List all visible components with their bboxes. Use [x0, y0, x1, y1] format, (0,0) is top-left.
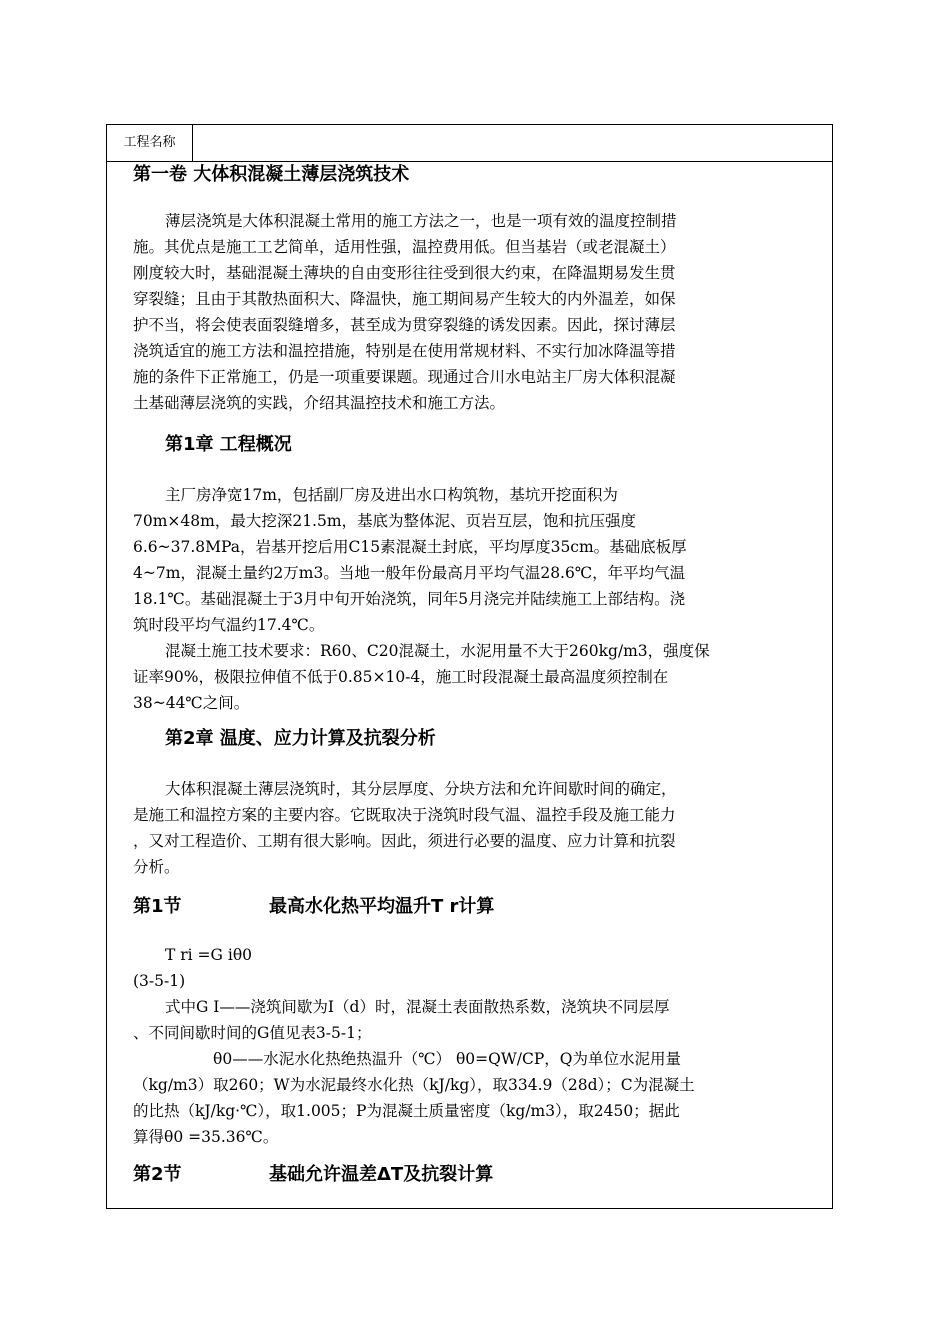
text-line: 大体积混凝土薄层浇筑时，其分层厚度、分块方法和允许间歇时间的确定，: [165, 780, 677, 798]
chapter-2-title: 第2章 温度、应力计算及抗裂分析: [165, 728, 436, 749]
text-line: 算得θ0 =35.36℃。: [133, 1128, 279, 1146]
section-1-body: [133, 942, 809, 1150]
text-line: 18.1℃。基础混凝土于3月中旬开始浇筑，同年5月浇完并陆续施工上部结构。浇: [133, 590, 686, 608]
section-2-heading: [133, 1162, 494, 1188]
text-line: 施。其优点是施工工艺简单，适用性强，温控费用低。但当基岩（或老混凝土）: [133, 238, 676, 256]
text-line: ，又对工程造价、工期有很大影响。因此，须进行必要的温度、应力计算和抗裂: [133, 832, 676, 850]
text-line: 施的条件下正常施工，仍是一项重要课题。现通过合川水电站主厂房大体积混凝: [133, 368, 676, 386]
equation-number: (3-5-1): [133, 972, 186, 990]
text-line: 、不同间歇时间的G值见表3-5-1；: [133, 1024, 372, 1042]
text-line: 刚度较大时，基础混凝土薄块的自由变形往往受到很大约束，在降温期易发生贯: [133, 264, 676, 282]
text-line: 穿裂缝；且由于其散热面积大、降温快，施工期间易产生较大的内外温差，如保: [133, 290, 676, 308]
document-table: [106, 124, 833, 1209]
chapter-2-paragraph: [133, 776, 809, 880]
text-line: 证率90%，极限拉伸值不低于0.85×10-4，施工时段混凝土最高温度须控制在: [133, 668, 669, 686]
text-line: （kg/m3）取260；W为水泥最终水化热（kJ/kg），取334.9（28d）；C为混凝土: [133, 1076, 695, 1094]
chapter-1-paragraph-1: [133, 482, 809, 638]
text-line: 6.6~37.8MPa，岩基开挖后用C15素混凝土封底，平均厚度35cm。基础底板厚: [133, 538, 687, 556]
section-1-title: 最高水化热平均温升T r计算: [269, 896, 495, 917]
section-2-title: 基础允许温差ΔT及抗裂计算: [269, 1164, 494, 1185]
text-line: 70m×48m，最大挖深21.5m，基底为整体泥、页岩互层，饱和抗压强度: [133, 512, 637, 530]
text-line: 筑时段平均气温约17.4℃。: [133, 616, 325, 634]
section-1-number: 第1节: [133, 896, 182, 917]
section-2-number: 第2节: [133, 1164, 182, 1185]
text-line: θ0——水泥水化热绝热温升（℃） θ0=QW/CP，Q为单位水泥用量: [213, 1050, 681, 1068]
intro-paragraph: [133, 208, 809, 416]
volume-title: 第一卷 大体积混凝土薄层浇筑技术: [133, 164, 410, 185]
text-line: 土基础薄层浇筑的实践，介绍其温控技术和施工方法。: [133, 394, 506, 412]
text-line: 主厂房净宽17m，包括副厂房及进出水口构筑物，基坑开挖面积为: [165, 486, 618, 504]
text-line: 4~7m，混凝土量约2万m3。当地一般年份最高月平均气温28.6℃，年平均气温: [133, 564, 686, 582]
chapter-1-paragraph-2: [133, 638, 809, 716]
chapter-1-title: 第1章 工程概况: [165, 434, 292, 455]
header-row: [107, 125, 832, 162]
text-line: 38~44℃之间。: [133, 694, 250, 712]
text-line: 薄层浇筑是大体积混凝土常用的施工方法之一，也是一项有效的温度控制措: [165, 212, 677, 230]
text-line: 混凝土施工技术要求：R60、C20混凝土，水泥用量不大于260kg/m3，强度保: [165, 642, 710, 660]
project-name-label: 工程名称: [107, 125, 193, 161]
text-line: 的比热（kJ/kg·℃），取1.005；P为混凝土质量密度（kg/m3），取2450；据此: [133, 1102, 680, 1120]
section-1-heading: [133, 894, 495, 920]
text-line: 护不当，将会使表面裂缝增多，甚至成为贯穿裂缝的诱发因素。因此，探讨薄层: [133, 316, 676, 334]
text-line: 是施工和温控方案的主要内容。它既取决于浇筑时段气温、温控手段及施工能力: [133, 806, 676, 824]
text-line: 分析。: [133, 858, 180, 876]
text-line: 浇筑适宜的施工方法和温控措施，特别是在使用常规材料、不实行加冰降温等措: [133, 342, 676, 360]
text-line: 式中G I——浇筑间歇为I（d）时，混凝土表面散热系数，浇筑块不同层厚: [165, 998, 670, 1016]
formula: T ri =G iθ0: [165, 946, 253, 964]
